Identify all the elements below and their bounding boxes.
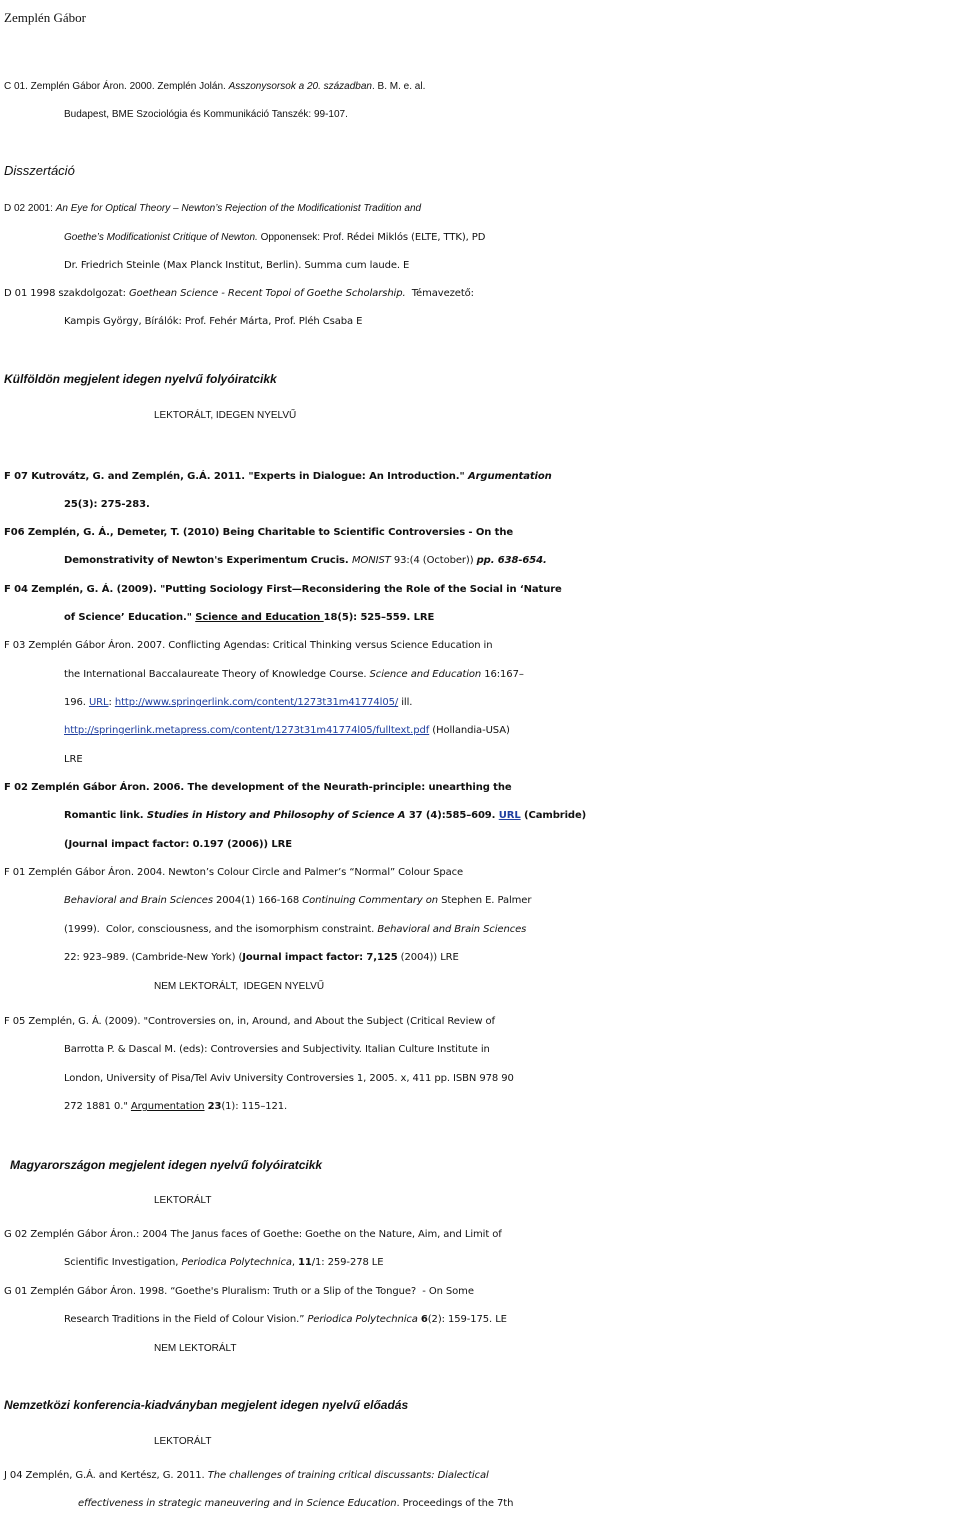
entry-d02-line1: D 02 2001: An Eye for Optical Theory – Newton’s Rejection of the Modificationist Tradition and	[4, 203, 422, 214]
section-heading-domestic-journals: Magyarországon megjelent idegen nyelvű folyóiratcikk	[10, 1158, 323, 1172]
metapress-fulltext-link[interactable]: http://springerlink.metapress.com/content/1273t31m41774l05/fulltext.pdf	[64, 725, 430, 736]
entry-c01-line1: C 01. Zemplén Gábor Áron. 2000. Zemplén Jolán. Asszonysorsok a 20. században. B. M. e. al.	[4, 81, 426, 92]
subheading-non-refereed-domestic: NEM LEKTORÁLT	[154, 1343, 237, 1354]
entry-g01-line1: G 01 Zemplén Gábor Áron. 1998. “Goethe's Pluralism: Truth or a Slip of the Tongue? - On Some	[4, 1286, 474, 1297]
entry-d02-line2: Goethe’s Modificationist Critique of Newton. Opponensek: Prof. Rédei Miklós (ELTE, TTK), PD	[64, 232, 486, 243]
entry-f07-line2: 25(3): 275-283.	[64, 499, 150, 510]
page-title: Zemplén Gábor	[4, 10, 86, 25]
entry-g02-line2: Scientific Investigation, Periodica Polytechnica, 11/1: 259-278 LE	[64, 1257, 384, 1268]
entry-f01-line3: (1999). Color, consciousness, and the isomorphism constraint. Behavioral and Brain Sciences	[64, 924, 527, 935]
entry-f05-line2: Barrotta P. & Dascal M. (eds): Controversies and Subjectivity. Italian Culture Institute in	[64, 1044, 490, 1055]
entry-f01-line1: F 01 Zemplén Gábor Áron. 2004. Newton’s Colour Circle and Palmer’s “Normal” Colour Space	[4, 867, 464, 878]
entry-f06-line1: F06 Zemplén, G. Á., Demeter, T. (2010) Being Charitable to Scientific Controversies - On the	[4, 527, 514, 538]
entry-f03-line5: LRE	[64, 754, 83, 765]
entry-f03-line2: the International Baccalaureate Theory of Knowledge Course. Science and Education 16:167–	[64, 669, 524, 680]
entry-c01-line2: Budapest, BME Szociológia és Kommunikáció Tanszék: 99-107.	[64, 109, 348, 120]
entry-f05-line3: London, University of Pisa/Tel Aviv University Controversies 1, 2005. x, 411 pp. ISBN 978 90	[64, 1073, 514, 1084]
subheading-non-refereed-foreign: NEM LEKTORÁLT, IDEGEN NYELVŰ	[154, 981, 325, 992]
url-link[interactable]: URL	[88, 697, 109, 708]
entry-f02-line3: (Journal impact factor: 0.197 (2006)) LRE	[64, 839, 292, 850]
subheading-refereed-foreign: LEKTORÁLT, IDEGEN NYELVŰ	[154, 410, 297, 421]
entry-f04-line2: of Science’ Education." Science and Education 18(5): 525–559. LRE	[64, 612, 435, 623]
section-heading-foreign-journals: Külföldön megjelent idegen nyelvű folyóiratcikk	[4, 372, 277, 386]
entry-d01-line2: Kampis György, Bírálók: Prof. Fehér Márta, Prof. Pléh Csaba E	[64, 316, 363, 327]
entry-f06-line2: Demonstrativity of Newton's Experimentum Crucis. MONIST 93:(4 (October)) pp. 638-654.	[64, 555, 547, 566]
entry-g02-line1: G 02 Zemplén Gábor Áron.: 2004 The Janus faces of Goethe: Goethe on the Nature, Aim, and Limit of	[4, 1229, 502, 1240]
entry-g01-line2: Research Traditions in the Field of Colour Vision.” Periodica Polytechnica 6(2): 159-175. LE	[64, 1314, 507, 1325]
entry-f02-line1: F 02 Zemplén Gábor Áron. 2006. The development of the Neurath-principle: unearthing the	[4, 782, 512, 793]
subheading-refereed-domestic: LEKTORÁLT	[154, 1195, 212, 1206]
entry-f04-line1: F 04 Zemplén, G. Á. (2009). "Putting Sociology First—Reconsidering the Role of the Social in ‘Nature	[4, 584, 562, 595]
entry-f03-line4: http://springerlink.metapress.com/content/1273t31m41774l05/fulltext.pdf (Hollandia-USA)	[64, 725, 510, 736]
entry-j04-line2: effectiveness in strategic maneuvering and in Science Education. Proceedings of the 7th	[78, 1498, 514, 1509]
entry-f03-line1: F 03 Zemplén Gábor Áron. 2007. Conflicting Agendas: Critical Thinking versus Science Education in	[4, 640, 493, 651]
entry-d02-line3: Dr. Friedrich Steinle (Max Planck Institut, Berlin). Summa cum laude. E	[64, 260, 410, 271]
entry-f01-line2: Behavioral and Brain Sciences 2004(1) 166-168 Continuing Commentary on Stephen E. Palmer	[64, 895, 532, 906]
springerlink-link[interactable]: http://www.springerlink.com/content/1273t31m41774l05/	[114, 697, 399, 708]
entry-f02-line2: Romantic link. Studies in History and Philosophy of Science A 37 (4):585–609. URL (Cambride)	[64, 810, 587, 821]
url-link[interactable]: URL	[498, 810, 521, 821]
entry-f01-line4: 22: 923–989. (Cambride-New York) (Journal impact factor: 7,125 (2004)) LRE	[64, 952, 459, 963]
section-heading-dissertation: Disszertáció	[4, 163, 75, 178]
subheading-refereed-conference: LEKTORÁLT	[154, 1436, 212, 1447]
entry-j04-line1: J 04 Zemplén, G.Á. and Kertész, G. 2011. The challenges of training critical discussants: Dialectical	[4, 1470, 489, 1481]
entry-f03-line3: 196. URL: http://www.springerlink.com/content/1273t31m41774l05/ ill.	[64, 697, 413, 708]
section-heading-conference-proceedings: Nemzetközi konferencia-kiadványban megjelent idegen nyelvű előadás	[4, 1398, 409, 1412]
entry-f07-line1: F 07 Kutrovátz, G. and Zemplén, G.Á. 2011. "Experts in Dialogue: An Introduction." Argumentation	[4, 471, 552, 482]
entry-d01-line1: D 01 1998 szakdolgozat: Goethean Science - Recent Topoi of Goethe Scholarship. Témavezető:	[4, 288, 474, 299]
entry-f05-line1: F 05 Zemplén, G. Á. (2009). "Controversies on, in, Around, and About the Subject (Critical Review of	[4, 1016, 495, 1027]
entry-f05-line4: 272 1881 0." Argumentation 23(1): 115–121.	[64, 1101, 288, 1112]
